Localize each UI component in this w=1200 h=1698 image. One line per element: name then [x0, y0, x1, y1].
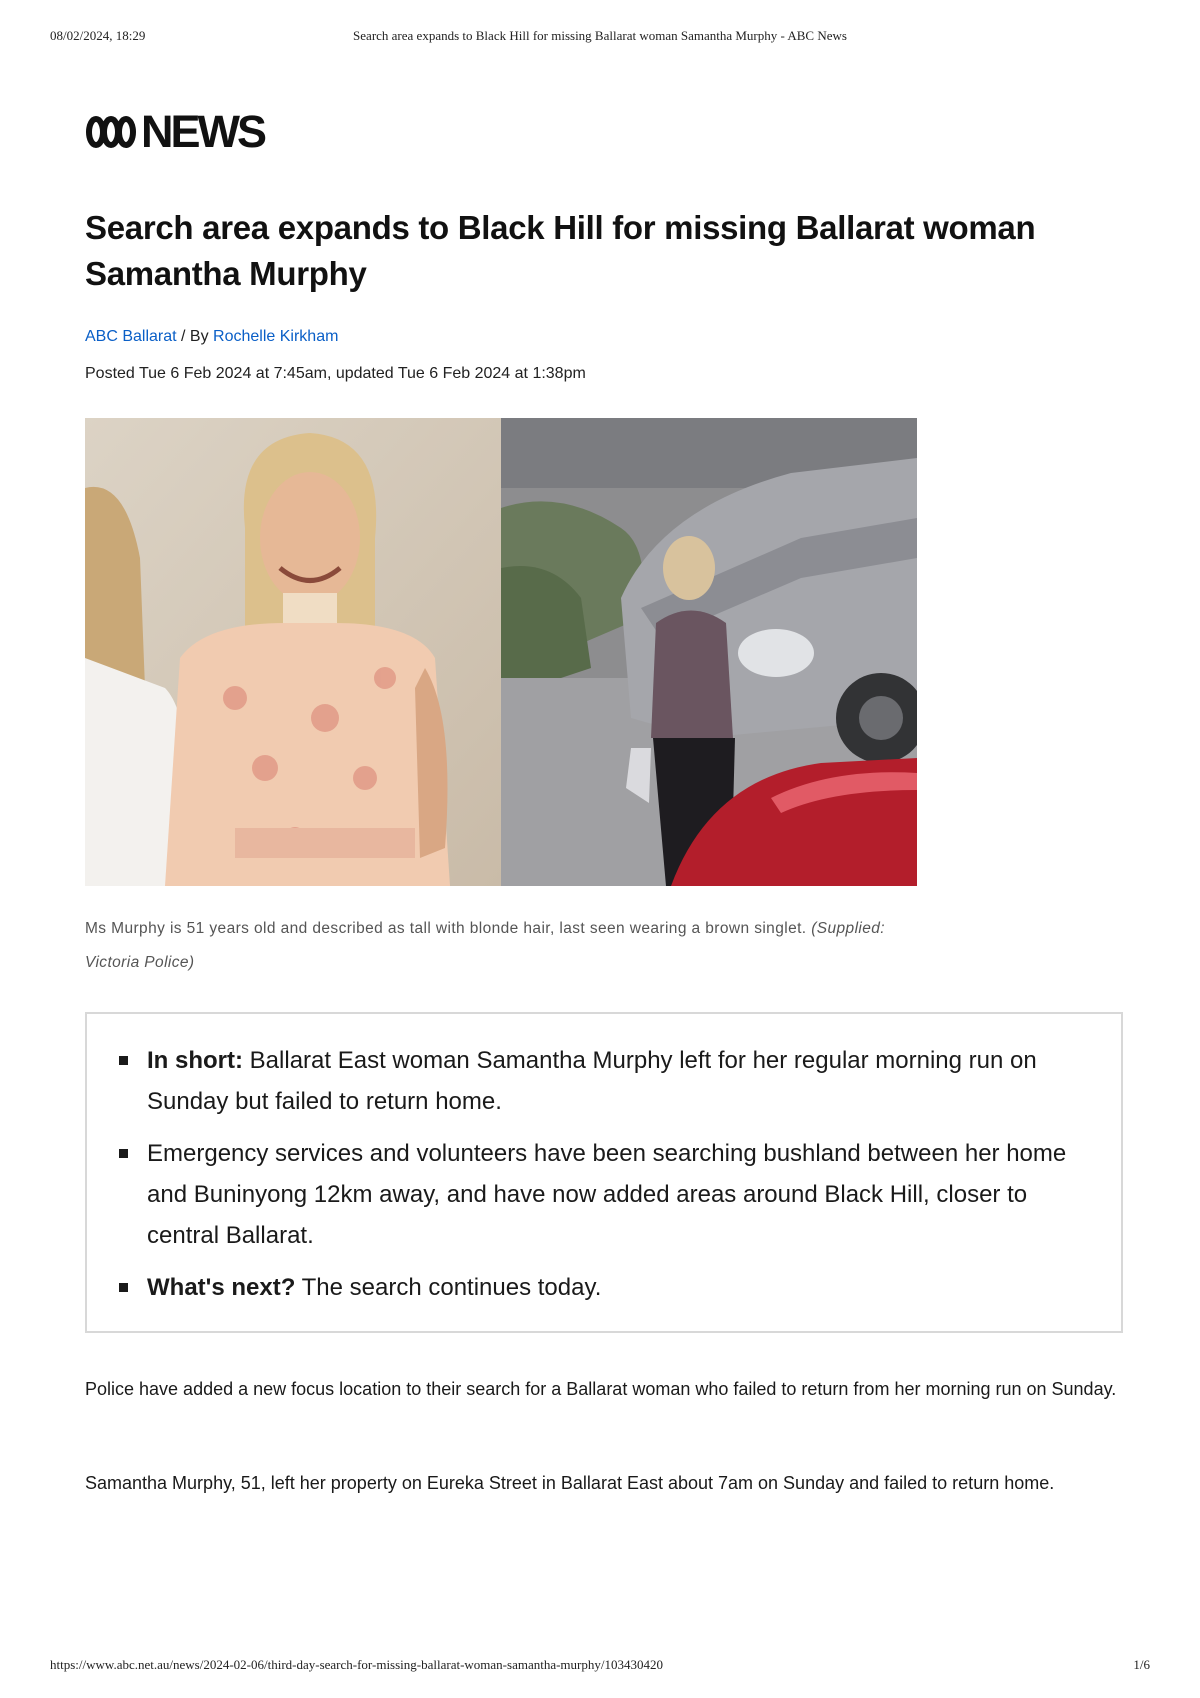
key-point-item: [147, 1267, 1081, 1308]
abc-lissajous-icon: [85, 115, 137, 149]
print-page-title: Search area expands to Black Hill for missing Ballarat woman Samantha Murphy - ABC News: [353, 28, 847, 43]
print-header: [50, 28, 1150, 48]
portrait-photo: [85, 418, 501, 886]
byline-separator: / By: [176, 328, 214, 345]
key-point-lead: In short:: [147, 1047, 243, 1074]
key-point-text: The search continues today.: [295, 1274, 602, 1301]
page-number: 1/6: [1133, 1657, 1150, 1672]
logo-wordmark: NEWS: [141, 106, 264, 157]
key-points-list: [87, 1014, 1121, 1308]
square-bullet-icon: [119, 1283, 128, 1292]
image-caption: [85, 912, 885, 980]
section-link[interactable]: ABC Ballarat: [85, 328, 177, 345]
body-paragraph: Police have added a new focus location to their search for a Ballarat woman who failed to return from her morning run on Sunday.: [85, 1379, 1117, 1399]
caption-credit: (Supplied: Victoria Police): [85, 920, 886, 971]
key-point-text: Emergency services and volunteers have been searching bushland between her home and Buninyong 12km away, and have now added areas around Black Hill, closer to central Ballarat.: [147, 1140, 1067, 1249]
body-paragraph: Samantha Murphy, 51, left her property on Eureka Street in Ballarat East about 7am on Sunday and failed to return home.: [85, 1473, 1055, 1493]
print-url: https://www.abc.net.au/news/2024-02-06/third-day-search-for-missing-ballarat-woman-samantha-murphy/103430420: [50, 1657, 663, 1672]
key-point-item: [147, 1133, 1081, 1256]
hero-image: [85, 418, 917, 886]
abc-news-logo[interactable]: [85, 106, 264, 157]
print-datetime: 08/02/2024, 18:29: [50, 28, 146, 43]
posted-timestamp: Posted Tue 6 Feb 2024 at 7:45am, updated Tue 6 Feb 2024 at 1:38pm: [85, 365, 586, 382]
print-footer: [50, 1657, 1150, 1677]
key-points-box: [85, 1012, 1123, 1333]
key-point-lead: What's next?: [147, 1274, 296, 1301]
square-bullet-icon: [119, 1149, 128, 1158]
author-link[interactable]: Rochelle Kirkham: [213, 328, 339, 345]
article-headline: Search area expands to Black Hill for missing Ballarat woman Samantha Murphy: [85, 209, 1036, 292]
cctv-still-photo: [501, 418, 917, 886]
square-bullet-icon: [119, 1056, 128, 1065]
caption-text: Ms Murphy is 51 years old and described as tall with blonde hair, last seen wearing a brown singlet.: [85, 920, 807, 937]
byline: [85, 328, 338, 346]
key-point-text: Ballarat East woman Samantha Murphy left for her regular morning run on Sunday but failed to return home.: [147, 1047, 1037, 1115]
key-point-item: [147, 1040, 1081, 1122]
